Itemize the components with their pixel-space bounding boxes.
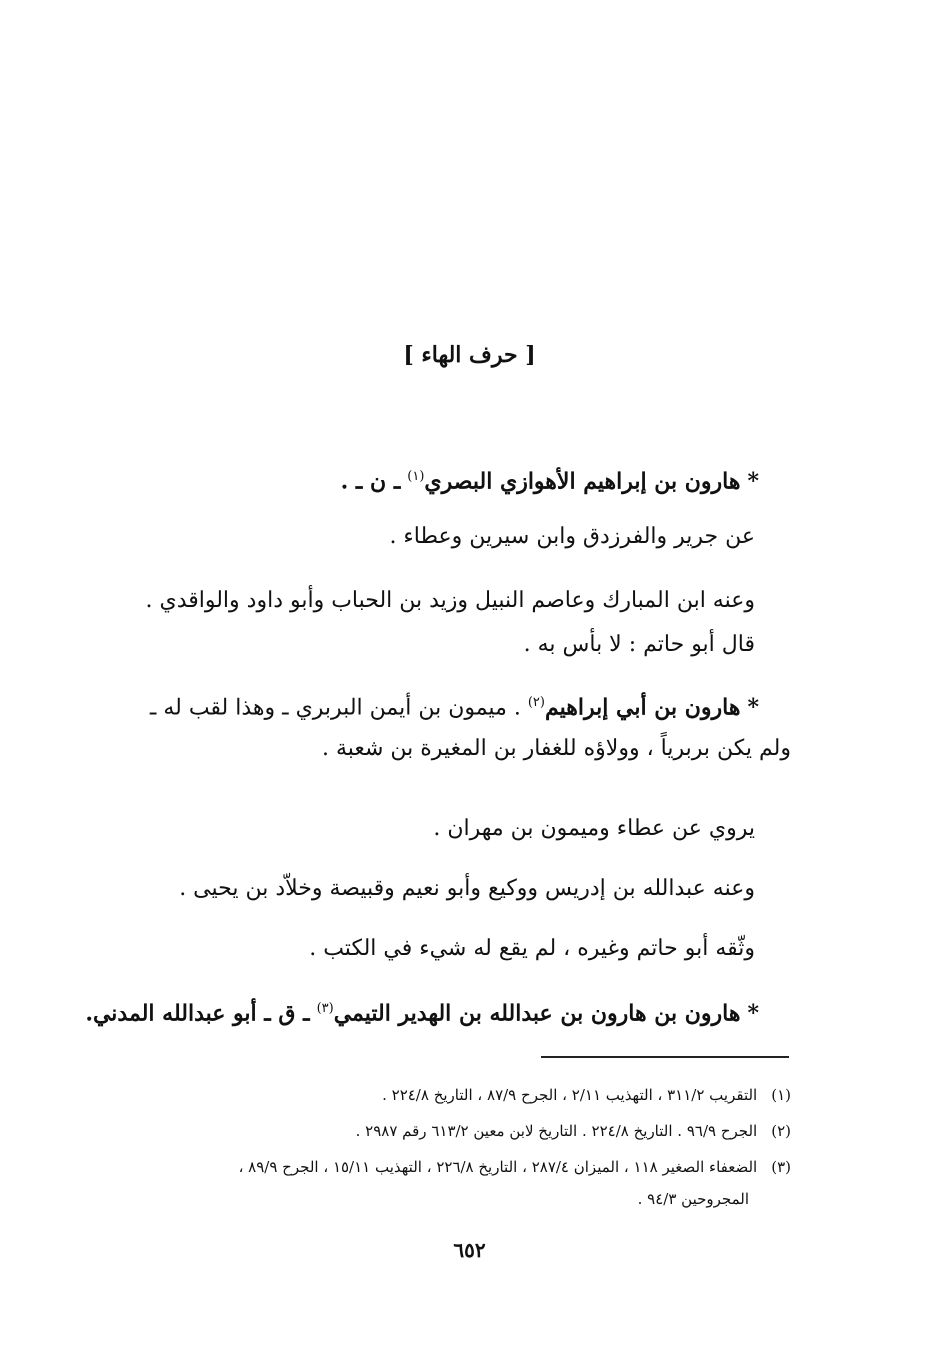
footnote-ref-2: (٢) [527,695,545,710]
entry-2-name: هارون بن أبي إبراهيم [544,694,741,721]
entry-2-line-2: يروي عن عطاء وميمون بن مهران . [433,816,755,841]
entry-1-name: هارون بن إبراهيم الأهوازي البصري [424,468,741,495]
footnote-ref-1: (١) [407,469,425,484]
footnote-number: (١) [771,1086,791,1104]
entry-marker: * [747,694,759,721]
entry-1-suffix: ـ ن ـ . [340,468,401,495]
footnote-number: (٢) [771,1122,791,1140]
footnote-number: (٣) [771,1158,791,1176]
entry-2-title [150,688,759,723]
entry-2-line-4: وثّقه أبو حاتم وغيره ، لم يقع له شيء في الكتب . [309,936,755,961]
entry-marker: * [747,1000,759,1027]
footnote-separator [541,1056,789,1058]
footnote-text: الجرح ٩٦/٩ . التاريخ ٢٢٤/٨ . التاريخ لابن معين ٦١٣/٢ رقم ٢٩٨٧ . [355,1122,758,1140]
footnote-text: التقريب ٣١١/٢ ، التهذيب ٢/١١ ، الجرح ٨٧/٩ ، التاريخ ٢٢٤/٨ . [382,1086,758,1104]
entry-2-line-3: وعنه عبدالله بن إدريس ووكيع وأبو نعيم وقبيصة وخلاّد بن يحيى . [179,876,755,901]
entry-1-line-2: وعنه ابن المبارك وعاصم النبيل وزيد بن الحباب وأبو داود والواقدي . [145,588,755,613]
footnote-2 [356,1120,791,1142]
entry-1-line-1: عن جرير والفرزدق وابن سيرين وعطاء . [389,524,755,549]
entry-2-suffix: . ميمون بن أيمن البربري ـ وهذا لقب له ـ [149,695,521,721]
footnote-3-continuation: المجروحين ٩٤/٣ . [637,1190,749,1208]
footnote-ref-3: (٣) [316,1001,334,1016]
entry-1-title [341,462,759,497]
entry-3-title [85,994,759,1029]
entry-1-line-3: قال أبو حاتم : لا بأس به . [523,632,755,657]
entry-2-line-1: ولم يكن بربرياً ، وولاؤه للغفار بن المغيرة بن شعبة . [321,736,791,761]
page-number: ٦٥٢ [453,1238,486,1262]
footnote-text: الضعفاء الصغير ١١٨ ، الميزان ٢٨٧/٤ ، التاريخ ٢٢٦/٨ ، التهذيب ١٥/١١ ، الجرح ٨٩/٩ ، [238,1158,758,1176]
entry-3-suffix: ـ ق ـ أبو عبدالله المدني. [85,1000,310,1027]
chapter-heading: [ حرف الهاء ] [403,342,536,368]
footnote-3 [239,1156,791,1178]
entry-marker: * [747,468,759,495]
footnote-1 [382,1084,791,1106]
entry-3-name: هارون بن هارون بن عبدالله بن الهدير التيمي [333,1000,741,1027]
